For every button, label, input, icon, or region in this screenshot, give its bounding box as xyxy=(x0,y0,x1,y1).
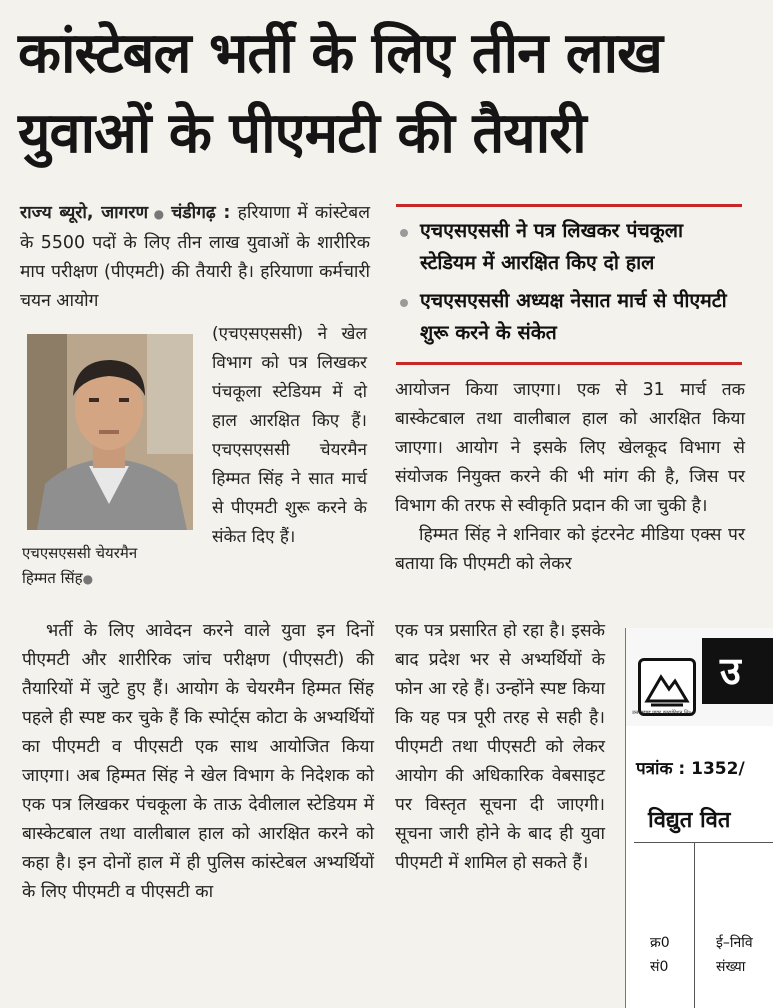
highlight-item: एचएसएससी अध्यक्ष नेसात मार्च से पीएमटी शुरू करने के संकेत xyxy=(398,285,743,349)
column-2-para-1: आयोजन किया जाएगा। एक से 31 मार्च तक बास्केटबाल तथा वालीबाल हाल को आरक्षित किया जाएगा। आयोग ने इसके लिए खेलकूद विभाग से संयोजक नियुक्त करने की भी मांग की है, जिस पर विभाग की तरफ से स्वीकृति प्रदान की जा चुकी है। xyxy=(395,380,745,516)
separator-dot-icon: ● xyxy=(148,207,172,221)
highlight-top-rule xyxy=(396,204,742,207)
highlights-box xyxy=(398,215,743,355)
lead-text: हरियाणा में कांस्टेबल के 5500 पदों के लिए तीन लाख युवाओं के शारीरिक माप परीक्षण (पीएमटी) की तैयारी है। हरियाणा कर्मचारी चयन आयोग xyxy=(20,203,371,311)
reference-number: पत्रांक : 1352/ xyxy=(636,759,745,779)
corporation-logo-icon xyxy=(638,658,696,716)
paragraph-2-text: भर्ती के लिए आवेदन करने वाले युवा इन दिनों पीएमटी और शारीरिक जांच परीक्षण (पीएसटी) की तैयारियों में जुटे हुए हैं। आयोग के चेयरमैन हिम्मत सिंह पहले ही स्पष्ट कर चुके हैं कि स्पोर्ट्स कोटा के अभ्यर्थियों का पीएमटी व पीएसटी एक साथ आयोजित किया जाएगा। अब हिम्मत सिंह ने खेल विभाग के निदेशक को एक पत्र लिखकर पंचकूला के ताऊ देवीलाल स्टेडियम में बास्केटबाल तथा वालीबाल हाल को आरक्षित करने को कहा है। इन दोनों हाल में ही पुलिस कांस्टेबल अभ्यर्थियों के लिए पीएमटी व पीएसटी का xyxy=(22,621,374,902)
dateline: चंडीगढ़ : xyxy=(171,203,231,223)
column-3 xyxy=(395,617,605,878)
notice-table xyxy=(634,842,773,1008)
logo-caption: उत्तराखण्ड पावर कारपोरेशन लि० xyxy=(632,710,692,716)
side-text: (एचएसएससी) ने खेल विभाग को पत्र लिखकर पंचकूला स्टेडियम में दो हाल आरक्षित किए हैं। एचएसएससी चेयरमैन हिम्मत सिंह ने सात मार्च से पीएमटी शुरू करने के संकेत दिए हैं। xyxy=(212,324,367,547)
headline-line-1: कांस्टेबल भर्ती के लिए तीन लाख xyxy=(18,21,662,86)
lead-paragraph xyxy=(20,199,370,316)
paragraph-2 xyxy=(22,617,374,907)
photo-caption-line-1: एचएसएससी चेयरमैन xyxy=(22,544,138,562)
column-3-text: एक पत्र प्रसारित हो रहा है। इसके बाद प्रदेश भर से अभ्यर्थियों के फोन आ रहे हैं। उन्होंने स्पष्ट किया कि यह पत्र पूरी तरह से सही है। पीएमटी तथा पीएसटी को लेकर आयोग की अधिकारिक वेबसाइट पर विस्तृत सूचना दी जाएगी। सूचना जारी होने के बाद ही युवा पीएमटी में शामिल हो सकते हैं। xyxy=(395,621,605,873)
photo-caption-line-2: हिम्मत सिंह xyxy=(22,569,83,587)
column-2-para-2: हिम्मत सिंह ने शनिवार को इंटरनेट मीडिया एक्स पर बताया कि पीएमटी को लेकर xyxy=(395,525,745,574)
bullet-icon xyxy=(400,299,408,307)
notice-header xyxy=(626,628,773,726)
byline: राज्य ब्यूरो, जागरण xyxy=(20,203,149,223)
table-divider xyxy=(694,843,695,1008)
table-header-serial: क्र0 सं0 xyxy=(650,935,670,975)
highlight-item: एचएसएससी ने पत्र लिखकर पंचकूला स्टेडियम में आरक्षित किए दो हाल xyxy=(398,215,743,279)
highlight-bottom-rule xyxy=(396,362,742,365)
caption-dot-icon: ● xyxy=(82,572,94,586)
notice-banner: उ xyxy=(702,638,773,704)
headline-line-2: युवाओं के पीएमटी की तैयारी xyxy=(18,101,586,166)
adjacent-notice-clipping xyxy=(625,628,773,1008)
chairman-photo xyxy=(27,334,193,530)
side-paragraph xyxy=(212,320,367,552)
notice-title: विद्युत वित xyxy=(648,808,731,833)
table-header-tender: ई–निवि संख्या xyxy=(716,935,753,975)
bullet-icon xyxy=(400,229,408,237)
column-2 xyxy=(395,376,745,579)
photo-caption xyxy=(22,541,192,592)
headline xyxy=(18,14,763,174)
